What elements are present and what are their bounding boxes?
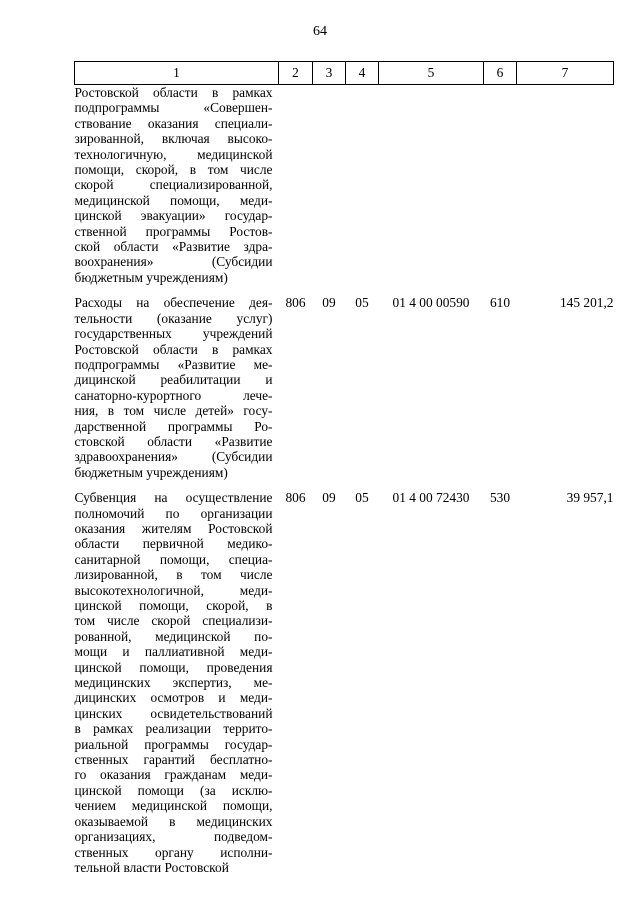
description-line: цинской помощи, скорой, в [74, 598, 273, 613]
description-line: дицинской реабилитации и [74, 372, 273, 388]
description-line: высокотехнологичной, меди- [74, 582, 273, 598]
page-number: 64 [313, 24, 327, 39]
subsection-code: 05 [355, 295, 369, 311]
expense-type-code: 530 [489, 490, 511, 506]
description-line: здравоохранения» (Субсидии [74, 449, 273, 465]
table-row [75, 295, 614, 480]
amount-cell: 39 957,1 [566, 490, 614, 506]
table-row [75, 490, 614, 875]
expense-type-code: 610 [489, 295, 511, 311]
description-line: дарственной программы Ро- [74, 418, 273, 434]
row-spacer-cell [75, 480, 614, 490]
description-line: в рамках реализации террито- [74, 721, 273, 737]
description-line: цинской помощи (за исклю- [74, 782, 273, 798]
row-spacer [75, 480, 614, 490]
description-line: Ростовской области в рамках [74, 341, 273, 357]
description-line: том числе скорой специализи- [74, 613, 273, 629]
description-line: рованной, медицинской по- [74, 628, 273, 644]
description-line: лизированной, в том числе [74, 567, 273, 583]
description-line: оказания жителям Ростовской [74, 520, 273, 536]
description-line: стовской области «Развитие [74, 433, 273, 449]
table-header [75, 62, 614, 85]
description-line: цинской эвакуации» государ- [74, 208, 273, 224]
description-line: медицинских экспертиз, ме- [74, 675, 273, 691]
description-line: санаторно-курортного лече- [74, 387, 273, 403]
section-code: 09 [322, 490, 336, 506]
description-line: бюджетным учреждениям) [74, 269, 228, 285]
description-line: ния, в том числе детей» госу- [74, 403, 273, 419]
row-spacer-cell [75, 285, 614, 295]
description-line: ствование оказания специали- [74, 115, 273, 131]
header-col-6: 6 [484, 62, 517, 85]
header-col-3: 3 [313, 62, 346, 85]
description-line: санитарной помощи, специа- [74, 551, 273, 567]
header-row [75, 62, 614, 85]
description-line: Субвенция на осуществление [74, 490, 273, 506]
budget-table [74, 61, 614, 875]
table-body [75, 85, 614, 876]
description-cell [75, 85, 279, 286]
description-line: ственной программы Ростов- [74, 223, 273, 239]
description-line: помощи, скорой, в том числе [74, 162, 273, 178]
header-col-4: 4 [346, 62, 379, 85]
target-article-code: 01 4 00 72430 [392, 490, 470, 506]
description-cell [75, 295, 279, 480]
row-spacer [75, 285, 614, 295]
description-line: дицинских осмотров и меди- [74, 690, 273, 706]
description-line: Расходы на обеспечение дея- [74, 295, 273, 311]
description-line: оказываемой в медицинских [74, 813, 273, 829]
description-line: ской области «Развитие здра- [74, 239, 273, 255]
amount-cell: 145 201,2 [559, 295, 614, 311]
subsection-code: 05 [355, 490, 369, 506]
description-line: полномочий по организации [74, 505, 273, 521]
description-line: подпрограммы «Совершен- [74, 100, 273, 116]
header-col-7: 7 [517, 62, 614, 85]
description-line: воохранения» (Субсидии [74, 254, 273, 270]
header-col-2: 2 [279, 62, 313, 85]
description-cell [75, 490, 279, 875]
description-line: тельности (оказание услуг) [74, 310, 273, 326]
amount-cell [517, 85, 614, 286]
description-line: цинских освидетельствований [74, 705, 273, 721]
description-line: Ростовской области в рамках [74, 85, 273, 100]
description-line: бюджетным учреждениям) [74, 464, 228, 480]
description-line: цинской помощи, проведения [74, 659, 273, 675]
description-line: подпрограммы «Развитие ме- [74, 356, 273, 372]
description-line: мощи и паллиативной меди- [74, 644, 273, 660]
ministry-code [279, 85, 313, 286]
ministry-code: 806 [285, 490, 306, 506]
description-line: ственных гарантий бесплатно- [74, 752, 273, 768]
subsection-code [346, 85, 379, 286]
ministry-code: 806 [285, 295, 306, 311]
description-line: зированной, включая высоко- [74, 131, 273, 147]
description-line: го оказания гражданам меди- [74, 767, 273, 783]
header-col-1: 1 [75, 62, 279, 85]
description-line: ственных органу исполни- [74, 844, 273, 860]
description-line: медицинской помощи, меди- [74, 192, 273, 208]
expense-type-code [484, 85, 517, 286]
description-line: государственных учреждений [74, 326, 273, 342]
target-article-code: 01 4 00 00590 [392, 295, 470, 311]
description-line: чением медицинской помощи, [74, 798, 273, 814]
table-row [75, 85, 614, 286]
target-article-code [379, 85, 484, 286]
header-col-5: 5 [379, 62, 484, 85]
section-code: 09 [322, 295, 336, 311]
section-code [313, 85, 346, 286]
description-line: скорой специализированной, [74, 177, 273, 193]
description-line: тельной власти Ростовской [74, 859, 229, 875]
description-line: области первичной медико- [74, 536, 273, 552]
description-line: риальной программы государ- [74, 736, 273, 752]
description-line: организациях, подведом- [74, 829, 273, 845]
description-line: технологичную, медицинской [74, 146, 273, 162]
